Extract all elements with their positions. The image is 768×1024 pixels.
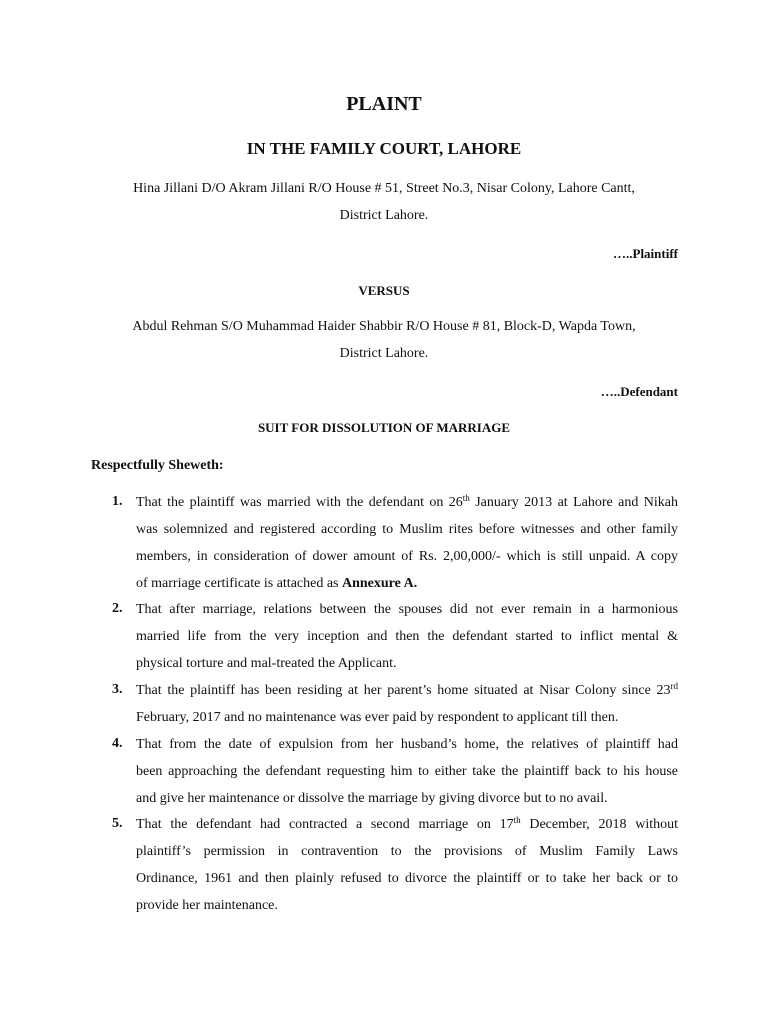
paragraph-text: That the plaintiff has been residing at her parent’s home situated at Nisar Colony since 23 (136, 683, 671, 698)
annexure-reference: Annexure A. (342, 576, 418, 591)
paragraph-line: Ordinance, 1961 and then plainly refused to divorce the plaintiff or to take her back or to (136, 871, 678, 886)
defendant-role-label: …..Defendant (600, 384, 678, 399)
paragraph-text: That the plaintiff was married with the defendant on 26 (136, 495, 463, 510)
paragraph-line: members, in consideration of dower amount of Rs. 2,00,000/- which is still unpaid. A copy (136, 549, 678, 564)
salutation: Respectfully Sheweth: (91, 458, 224, 473)
defendant-details-line2: District Lahore. (339, 346, 429, 361)
paragraph-text: January 2013 at Lahore and Nikah (469, 495, 678, 510)
ordinal-suffix: th (513, 815, 521, 825)
paragraph-line (136, 494, 678, 512)
paragraph-number: 5. (112, 816, 123, 831)
versus-label: VERSUS (358, 283, 410, 298)
paragraph-text: December, 2018 without (520, 817, 678, 832)
paragraph-line: February, 2017 and no maintenance was ever paid by respondent to applicant till then. (136, 710, 619, 725)
paragraph-line: and give her maintenance or dissolve the marriage by giving divorce but to no avail. (136, 791, 608, 806)
plaintiff-details-line1: Hina Jillani D/O Akram Jillani R/O House # 51, Street No.3, Nisar Colony, Lahore Cantt, (133, 181, 635, 196)
plaintiff-details-line2: District Lahore. (339, 208, 429, 223)
court-heading: IN THE FAMILY COURT, LAHORE (246, 139, 522, 158)
paragraph-line: That from the date of expulsion from her husband’s home, the relatives of plaintiff had (136, 737, 678, 752)
paragraph-line: married life from the very inception and then the defendant started to inflict mental & (136, 629, 678, 644)
paragraph-number: 3. (112, 682, 123, 697)
paragraph-number: 2. (112, 601, 123, 616)
paragraph-text: That the defendant had contracted a second marriage on 17 (136, 817, 514, 832)
suit-title: SUIT FOR DISSOLUTION OF MARRIAGE (257, 420, 511, 435)
plaintiff-role-label: …..Plaintiff (613, 246, 678, 261)
paragraph-line (136, 816, 678, 834)
paragraph-line: was solemnized and registered according to Muslim rites before witnesses and other family (136, 522, 678, 537)
paragraph-line: physical torture and mal-treated the Applicant. (136, 656, 397, 671)
ordinal-suffix: th (462, 493, 470, 503)
defendant-details-line1: Abdul Rehman S/O Muhammad Haider Shabbir R/O House # 81, Block-D, Wapda Town, (132, 319, 636, 334)
paragraph-line: plaintiff’s permission in contravention to the provisions of Muslim Family Laws (136, 844, 678, 859)
paragraph-line (136, 682, 678, 700)
paragraph-number: 1. (112, 494, 123, 509)
paragraph-text: of marriage certificate is attached as (136, 576, 342, 591)
paragraph-number: 4. (112, 736, 123, 751)
paragraph-line: provide her maintenance. (136, 898, 278, 913)
paragraph-line: That after marriage, relations between the spouses did not ever remain in a harmonious (136, 602, 678, 617)
ordinal-suffix: rd (670, 681, 678, 691)
paragraph-line (136, 575, 678, 593)
document-title: PLAINT (346, 93, 422, 115)
paragraph-line: been approaching the defendant requesting him to either take the plaintiff back to his house (136, 764, 678, 779)
